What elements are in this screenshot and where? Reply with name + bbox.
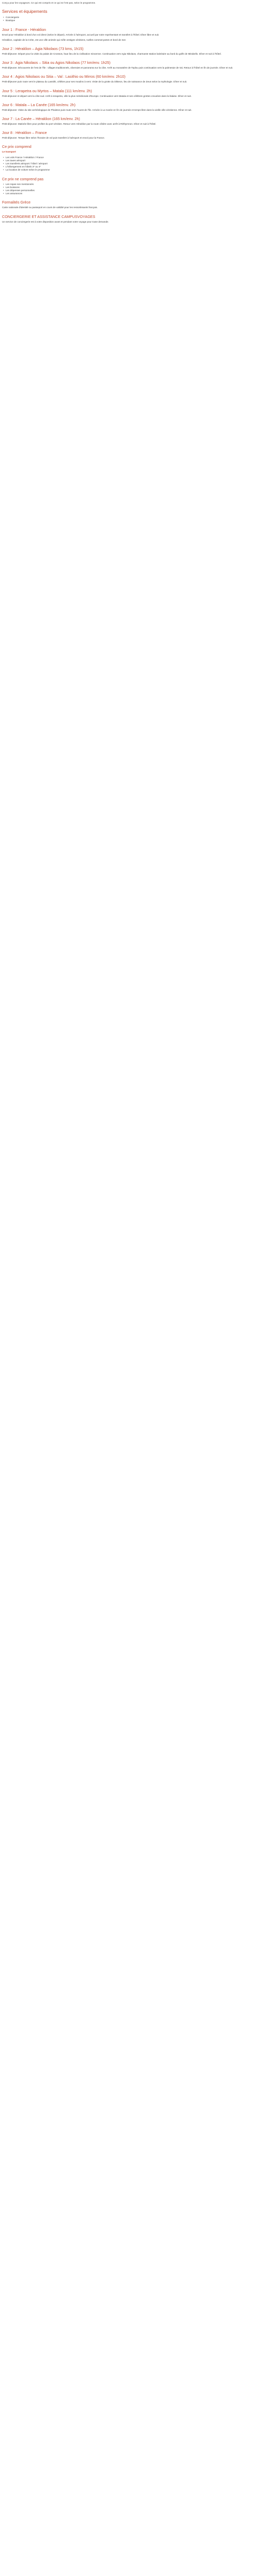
day-title: Jour 1 : France - Héraklion	[2, 27, 46, 32]
services-list	[2, 16, 256, 22]
day-paragraph: Petit-déjeuner. Visite du site archéologique de Phaistos puis route vers l'ouest de l'île. Arrivée à La Canée en fin de journée et temps libre dans la vieille ville vénitienne. Dîner et nuit.	[2, 108, 192, 111]
day-section	[2, 27, 256, 42]
services-title: Services et équipements	[2, 9, 47, 14]
excluded-item: • Les assurances	[6, 192, 256, 195]
day-section	[2, 103, 256, 112]
day-title: Jour 6 : Matala – La Canée (165 km/env. 2h)	[2, 102, 76, 107]
conditions-subtitle: Le transport	[2, 150, 16, 154]
day-paragraph: Petit-déjeuner et départ vers la côte sud. Arrêt à Ierapetra, ville la plus méridionale d'Europe. Continuation vers Matala et ses célèbres grottes creusées dans la falaise. Dîner et nuit.	[2, 94, 192, 97]
included-item: • L'hébergement en hôtels 3* ou 4*	[6, 165, 256, 168]
day-section	[2, 130, 256, 140]
day-section	[2, 89, 256, 98]
day-paragraph: Petit-déjeuner. Découverte de l'est de l'île : villages traditionnels, oliveraies et panorama sur la côte. Arrêt au monastère de Toplou puis continuation vers la palmeraie de Vai. Retour à l'hôtel en fin de journée. Dîner et nuit.	[2, 66, 233, 70]
service-item: • Boutique	[6, 19, 256, 22]
day-paragraph: Petit-déjeuner puis route vers le plateau du Lassithi, célèbre pour ses moulins à vent. Visite de la grotte du Dikteon, lieu de naissance de Zeus selon la mythologie. Dîner et nuit.	[2, 80, 187, 83]
conditions-title: Ce prix comprend	[2, 144, 31, 149]
included-item: • La location de voiture selon le programme	[6, 168, 256, 172]
included-item: • Les taxes aéroport	[6, 159, 256, 162]
day-section	[2, 60, 256, 70]
day-title: Jour 8 : Héraklion – France	[2, 130, 47, 135]
excluded-list	[2, 183, 256, 196]
conditions	[2, 144, 256, 195]
day-paragraph: Envol pour Héraklion à bord d'un vol direct (selon le départ). Arrivée à l'aéroport, accueil par notre représentant et transfert à l'hôtel. Dîner libre et nuit.	[2, 33, 159, 36]
day-title: Jour 3 : Agia Nikolaos – Sitia ou Agios Nikolaos (77 km/env. 1h25)	[2, 60, 111, 65]
itinerary	[2, 27, 256, 140]
day-paragraph: Petit-déjeuner. Départ pour la visite du palais de Cnossos, haut lieu de la civilisation minoenne. Continuation vers Agia Nikolaos, charmante station balnéaire au bord du golfe de Mirabello. Dîner et nuit à l'hôtel.	[2, 53, 222, 56]
day-section	[2, 46, 256, 56]
formalites	[2, 200, 256, 209]
day-paragraph: Héraklion, capitale de la Crète, est une ville animée qui mêle vestiges vénitiens, ruelles commerçantes et bord de mer.	[2, 38, 126, 41]
excluded-item: • Les repas non mentionnés	[6, 183, 256, 186]
excluded-title: Ce prix ne comprend pas	[2, 176, 44, 181]
formalites-title: Formalités Grèce	[2, 200, 31, 205]
formalites-text: Carte nationale d'identité ou passeport en cours de validité pour les ressortissants français.	[2, 206, 98, 209]
day-section	[2, 74, 256, 83]
excluded-item: • Les dépenses personnelles	[6, 189, 256, 192]
excluded-item: • Les boissons	[6, 186, 256, 189]
day-paragraph: Petit-déjeuner. Temps libre selon l'horaire de vol puis transfert à l'aéroport et envol pour la France.	[2, 137, 105, 140]
service-item: • Conciergerie	[6, 16, 256, 19]
included-item: • Les vols France / Héraklion / France	[6, 156, 256, 159]
day-title: Jour 5 : Lerapetra ou Myrtos – Matala (111 km/env. 2h)	[2, 88, 92, 93]
included-list	[2, 156, 256, 172]
conciergerie-title: CONCIERGERIE ET ASSISTANCE CAMPUSVOYAGES	[2, 214, 95, 219]
conciergerie-text: Un service de conciergerie est à votre disposition avant et pendant votre voyage pour toute demande.	[2, 220, 109, 223]
page	[0, 0, 258, 224]
day-title: Jour 7 : La Canée – Héraklion (165 km/env. 2h)	[2, 116, 80, 122]
day-section	[2, 116, 256, 126]
conciergerie	[2, 214, 256, 224]
included-item: • Les transferts aéroport / hôtel / aéroport	[6, 162, 256, 165]
day-paragraph: Petit-déjeuner. Matinée libre pour profiter du port vénitien. Retour vers Héraklion par la route côtière avec arrêt à Réthymnon. Dîner et nuit à l'hôtel.	[2, 123, 156, 126]
intro-text: Conçu pour les voyageurs. Ce qui est compris et ce qui ne l'est pas, selon le programme.	[2, 2, 96, 4]
day-title: Jour 2 : Héraklion – Agia Nikolaos (73 kms, 1h15)	[2, 46, 84, 52]
day-title: Jour 4 : Agios Nikolaos ou Sitia – Val : Lasithio ou Mirros (60 km/env. 2h10)	[2, 74, 126, 79]
